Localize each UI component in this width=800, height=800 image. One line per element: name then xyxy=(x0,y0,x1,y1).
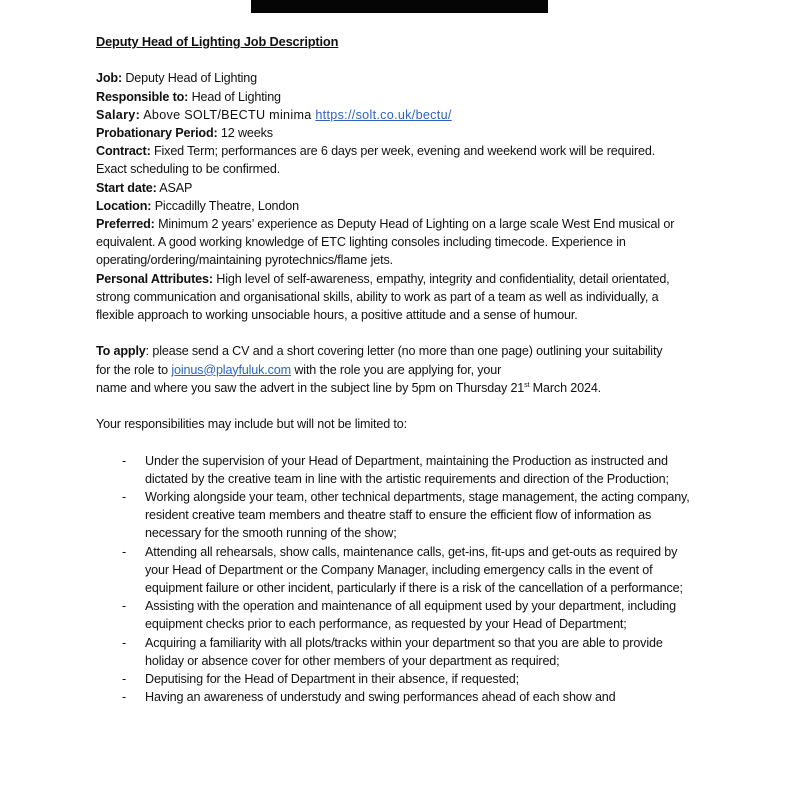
field-label: Personal Attributes: xyxy=(96,271,213,286)
field-start-date xyxy=(96,179,736,197)
document-page xyxy=(96,33,736,706)
list-item xyxy=(96,488,690,543)
apply-text: name and where you saw the advert in the subject line by 5pm on Thursday 21 xyxy=(96,380,525,395)
bullet-dash: - xyxy=(122,544,127,559)
bullet-dash: - xyxy=(122,599,127,614)
field-label: Job: xyxy=(96,71,122,86)
field-personal-attributes xyxy=(96,270,696,325)
list-item-text: Having an awareness of understudy and swing performances ahead of each show and xyxy=(145,690,616,705)
list-item xyxy=(96,670,690,688)
field-label: Location: xyxy=(96,198,152,213)
solt-bectu-link[interactable]: https://solt.co.uk/bectu/ xyxy=(315,107,452,122)
responsibilities-intro: Your responsibilities may include but will not be limited to: xyxy=(96,417,407,432)
list-item xyxy=(96,597,690,633)
apply-text: : please send a CV and a short covering letter (no more than one page) outlining your suitability for the role to xyxy=(96,344,663,377)
list-item xyxy=(96,452,690,488)
field-label: Salary: xyxy=(96,107,141,122)
spacer xyxy=(96,397,736,415)
apply-label: To apply xyxy=(96,344,146,359)
apply-deadline: March 2024. xyxy=(529,380,602,395)
field-label: Responsible to: xyxy=(96,89,189,104)
responsibilities-list xyxy=(96,452,736,707)
field-responsible-to xyxy=(96,88,736,106)
list-item xyxy=(96,543,690,598)
spacer xyxy=(96,324,736,342)
field-probationary-period xyxy=(96,124,736,142)
field-value: ASAP xyxy=(159,180,193,195)
date-suffix: st xyxy=(524,381,530,389)
list-item-text: Deputising for the Head of Department in their absence, if requested; xyxy=(145,672,519,687)
field-label: Preferred: xyxy=(96,217,155,232)
list-item-text: Under the supervision of your Head of Department, maintaining the Production as instructed and dictated by the creative team in line with the artistic requirements and direction of the Production; xyxy=(145,453,669,486)
list-item-text: Assisting with the operation and maintenance of all equipment used by your department, including equipment checks prior to each performance, as requested by your Head of Department; xyxy=(145,599,676,632)
field-value: Minimum 2 years’ experience as Deputy Head of Lighting on a large scale West End musical or equivalent. A good working knowledge of ETC lighting consoles including timecode. Experience in operating/ordering/maintaining pyrotechnics/flame jets. xyxy=(96,217,675,268)
bullet-dash: - xyxy=(122,635,127,650)
field-salary xyxy=(96,106,736,124)
redacted-header-logo xyxy=(251,0,548,13)
field-value: Piccadilly Theatre, London xyxy=(154,198,299,213)
field-location xyxy=(96,197,736,215)
list-item-text: Acquiring a familiarity with all plots/tracks within your department so that you are able to provide holiday or absence cover for other members of your department as required; xyxy=(145,635,663,668)
document-title: Deputy Head of Lighting Job Description xyxy=(96,34,339,49)
bullet-dash: - xyxy=(122,490,127,505)
bullet-dash: - xyxy=(122,690,127,705)
apply-text: with the role you are applying for, your xyxy=(291,362,502,377)
field-label: Contract: xyxy=(96,144,151,159)
field-label: Probationary Period: xyxy=(96,126,218,140)
field-value: Head of Lighting xyxy=(191,89,281,104)
list-item xyxy=(96,634,690,670)
spacer xyxy=(96,51,736,69)
field-value: Fixed Term; performances are 6 days per week, evening and weekend work will be required. Exact scheduling to be confirmed. xyxy=(96,144,656,177)
apply-email-link[interactable]: joinus@playfuluk.com xyxy=(171,362,291,377)
bullet-dash: - xyxy=(122,672,127,687)
field-value: Above SOLT/BECTU minima xyxy=(143,107,312,122)
field-job xyxy=(96,69,736,87)
field-value: High level of self-awareness, empathy, integrity and confidentiality, detail orientated, strong communication and organisational skills, ability to work as part of a team as well as individually, a flexible approach to working unsociable hours, a positive attitude and a sense of humour. xyxy=(96,271,670,323)
field-value: Deputy Head of Lighting xyxy=(125,71,258,86)
list-item-text: Attending all rehearsals, show calls, maintenance calls, get-ins, fit-ups and get-outs as required by your Head of Department or the Company Manager, including emergency calls in the event of equipment failure or other incident, particularly if there is a risk of the cancellation of a performance; xyxy=(145,544,683,596)
field-value: 12 weeks xyxy=(220,126,273,140)
list-item-text: Working alongside your team, other technical departments, stage management, the acting company, resident creative team members and theatre staff to ensure the efficient flow of information as necessary for the smooth running of the show; xyxy=(145,490,690,541)
apply-instructions xyxy=(96,342,676,397)
spacer xyxy=(96,433,736,451)
field-preferred xyxy=(96,215,676,270)
field-label: Start date: xyxy=(96,180,157,195)
list-item xyxy=(96,688,690,706)
bullet-dash: - xyxy=(122,453,127,468)
field-contract xyxy=(96,142,656,178)
